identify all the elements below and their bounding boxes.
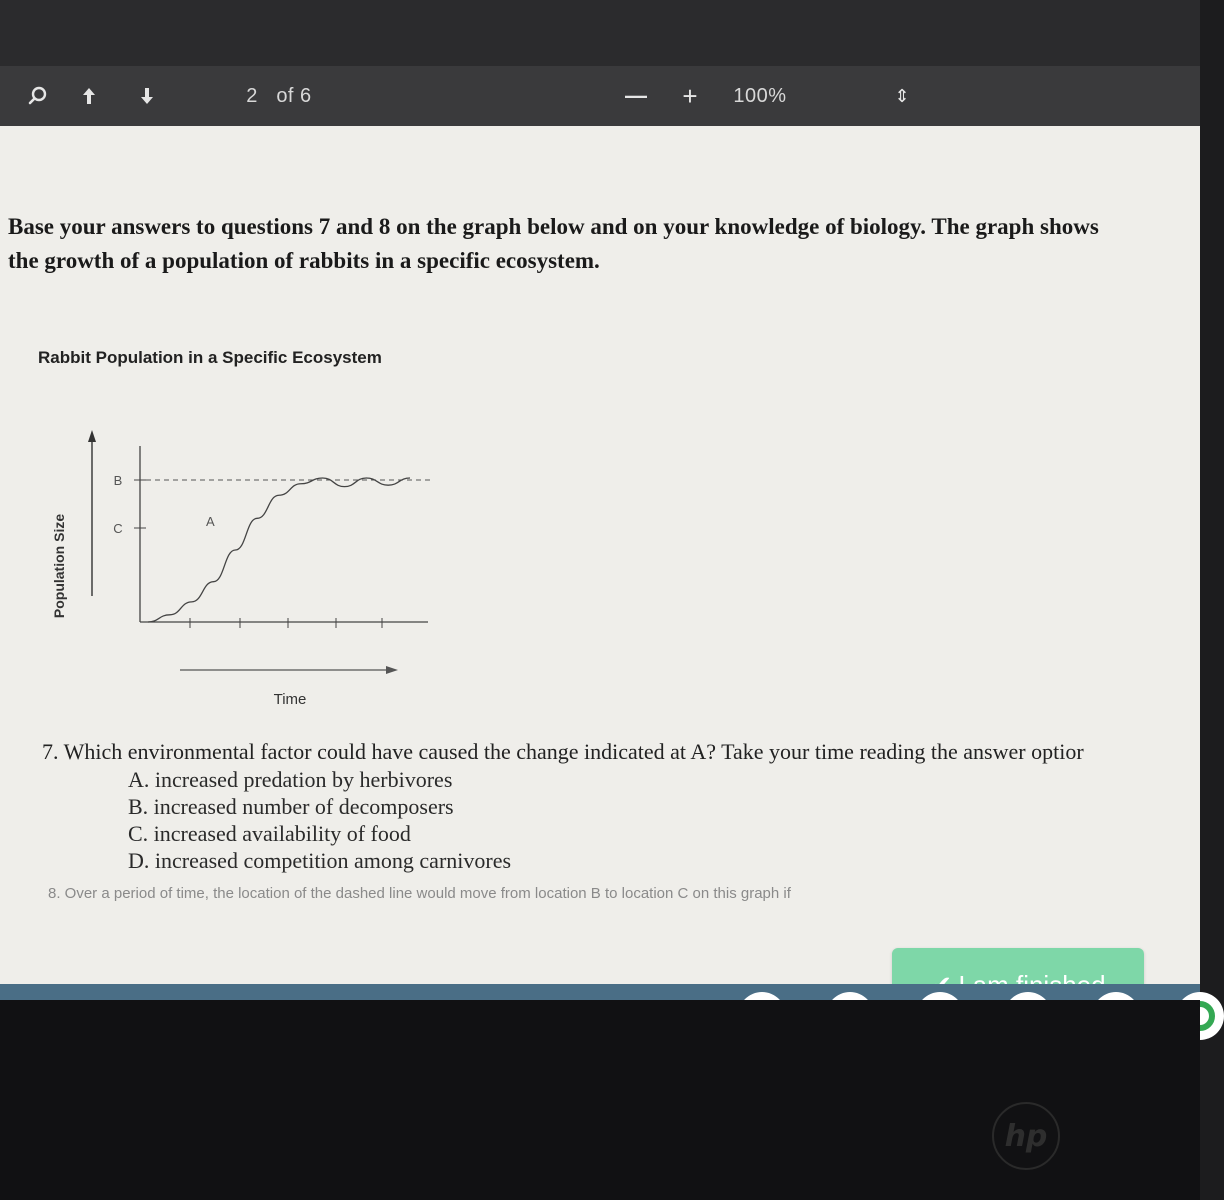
question-7-text: 7. Which environmental factor could have caused the change indicated at A? Take your time reading the answer optior bbox=[42, 739, 1084, 764]
y-tick-label-b: B bbox=[113, 473, 123, 488]
option-c[interactable]: C. increased availability of food bbox=[128, 821, 411, 846]
option-d[interactable]: D. increased competition among carnivores bbox=[128, 848, 512, 873]
pdf-toolbar bbox=[0, 66, 1200, 126]
zoom-level[interactable]: 100% bbox=[733, 84, 787, 107]
option-a[interactable]: A. increased predation by herbivores bbox=[128, 767, 453, 792]
page-count: of 6 bbox=[276, 84, 312, 107]
fit-page-icon[interactable]: ⇕ bbox=[894, 85, 910, 106]
previous-page-arrow-icon[interactable] bbox=[76, 82, 102, 110]
screen-bezel-top bbox=[0, 0, 1200, 72]
y-tick-label-c: C bbox=[113, 521, 123, 536]
population-curve bbox=[148, 478, 410, 622]
zoom-in-button[interactable]: + bbox=[682, 80, 698, 111]
population-chart bbox=[30, 396, 450, 726]
x-ticks bbox=[190, 618, 382, 628]
x-axis-arrowhead bbox=[386, 666, 398, 674]
hp-logo: hp bbox=[992, 1102, 1060, 1170]
page-number-input[interactable]: 2 bbox=[246, 84, 258, 107]
search-icon[interactable] bbox=[24, 82, 52, 110]
screen bbox=[0, 66, 1200, 1006]
chart-title: Rabbit Population in a Specific Ecosystem bbox=[38, 348, 382, 367]
question-8-text: 8. Over a period of time, the location of the dashed line would move from location B to location C on this graph if bbox=[48, 885, 791, 902]
y-axis-arrowhead bbox=[88, 430, 96, 442]
instructions-text bbox=[8, 210, 1198, 278]
next-page-arrow-icon[interactable] bbox=[134, 82, 160, 110]
zoom-out-button[interactable]: — bbox=[625, 83, 647, 108]
instructions-line-1: Base your answers to questions 7 and 8 on the graph below and on your knowledge of biology. The graph shows bbox=[8, 214, 1099, 239]
instructions-line-2: the growth of a population of rabbits in a specific ecosystem. bbox=[8, 248, 600, 273]
option-b[interactable]: B. increased number of decomposers bbox=[128, 794, 454, 819]
question-7 bbox=[42, 738, 1192, 874]
x-axis-label: Time bbox=[273, 691, 307, 708]
question-7-options bbox=[128, 766, 1192, 874]
laptop-bezel-bottom bbox=[0, 1000, 1200, 1200]
annotation-a: A bbox=[206, 514, 215, 529]
y-axis-label: Population Size bbox=[51, 513, 67, 619]
document-page bbox=[0, 126, 1200, 1006]
